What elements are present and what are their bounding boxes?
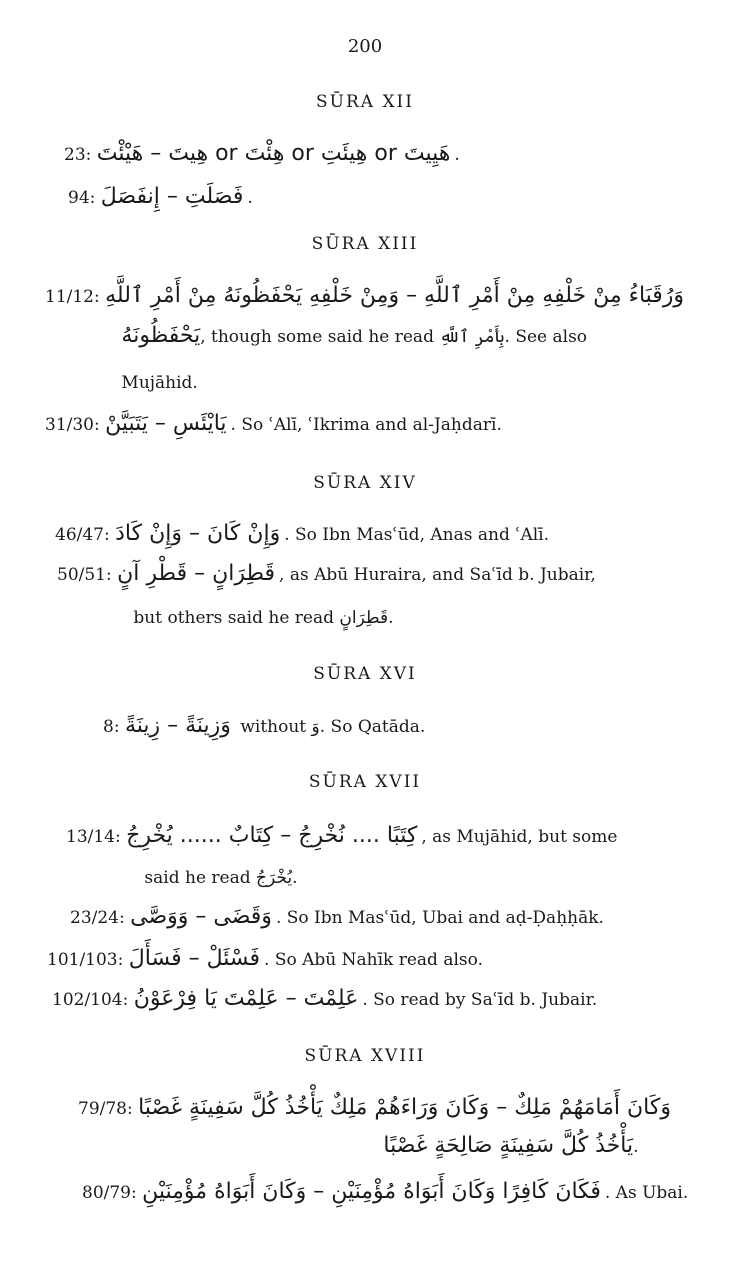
reading-line xyxy=(82,1178,688,1207)
verse-ref: 8: xyxy=(103,717,120,737)
sura-heading: SŪRA XVIII xyxy=(304,1046,426,1066)
note-text: without وَ. So Qatāda. xyxy=(234,717,426,737)
sura-heading: SŪRA XII xyxy=(316,92,414,112)
reading-line xyxy=(128,603,394,632)
reading-line xyxy=(57,560,596,589)
arabic-text: وَزِينَةً – زِينَةً xyxy=(124,713,231,738)
reading-line xyxy=(378,1132,639,1161)
arabic-text: يَايْئَسِ – يَتَبَيَّنْ xyxy=(105,411,227,436)
verse-ref: 101/103: xyxy=(47,950,124,970)
verse-ref: 23: xyxy=(64,145,92,165)
verse-ref: 31/30: xyxy=(45,415,100,435)
note-text: . xyxy=(247,188,253,208)
reading-line xyxy=(45,282,688,311)
note-text: . So Abū Nahīk read also. xyxy=(264,950,483,970)
verse-ref: 102/104: xyxy=(52,990,129,1010)
verse-ref: 11/12: xyxy=(45,287,100,307)
note-text: , though some said he read بِأَمْرِ ٱللَّهِ. See also xyxy=(200,327,588,347)
arabic-text: وَقَضَى – وَوَصَّى xyxy=(130,904,272,929)
sura-heading: SŪRA XIV xyxy=(313,473,417,493)
arabic-text: وَرُقَبَاءُ مِنْ خَلْفِهِ مِنْ أَمْرِ ٱللَّهِ – وَمِنْ خَلْفِهِ يَحْفَظُونَهُ مِنْ أَمْرِ ٱللَّهِ xyxy=(105,283,685,308)
reading-line xyxy=(68,183,253,212)
arabic-text: قَطِرَانٍ – قَطْرِ آنٍ xyxy=(117,561,276,586)
verse-ref: 94: xyxy=(68,188,96,208)
reading-line xyxy=(116,368,198,397)
note-text: . xyxy=(454,145,460,165)
verse-ref: 79/78: xyxy=(78,1099,133,1119)
note-text: . So read by Saʿīd b. Jubair. xyxy=(362,990,598,1010)
reading-line xyxy=(70,903,604,932)
reading-line xyxy=(45,410,502,439)
page-number: 200 xyxy=(347,36,383,57)
note-text: . xyxy=(633,1137,639,1157)
verse-ref: 46/47: xyxy=(55,525,110,545)
verse-ref: 13/14: xyxy=(66,827,121,847)
reading-line xyxy=(139,863,297,892)
reading-line xyxy=(78,1094,675,1123)
arabic-text: يَأْخُذُ كُلَّ سَفِينَةٍ صَالِحَةٍ غَصْبًا xyxy=(383,1133,634,1158)
arabic-text: وَإِنْ كَانَ – وَإِنْ كَادَ xyxy=(115,521,281,546)
note-text: but others said he read قَطِرَانٍ. xyxy=(133,608,394,628)
arabic-text: يَحْفَظُونَهُ xyxy=(121,323,201,348)
sura-heading: SŪRA XIII xyxy=(311,234,419,254)
note-text: , as Mujāhid, but some xyxy=(421,827,618,847)
reading-line xyxy=(116,322,587,351)
sura-heading: SŪRA XVI xyxy=(313,664,417,684)
sura-heading: SŪRA XVII xyxy=(308,772,422,792)
verse-ref: 50/51: xyxy=(57,565,112,585)
verse-ref: 80/79: xyxy=(82,1183,137,1203)
note-text: said he read يُخْرَجُ. xyxy=(144,868,298,888)
note-text: . So Ibn Masʿūd, Anas and ʿAlī. xyxy=(284,525,550,545)
arabic-text: وَكَانَ أَمَامَهُمْ مَلِكٌ – وَكَانَ وَرَاءَهُمْ مَلِكٌ يَأْخُذُ كُلَّ سَفِينَةٍ غَصْبًا xyxy=(138,1095,671,1120)
reading-line xyxy=(64,140,460,169)
reading-line xyxy=(52,985,597,1014)
reading-line xyxy=(66,822,617,851)
reading-line xyxy=(55,520,549,549)
reading-line xyxy=(103,712,425,741)
arabic-text: فَكَانَ كَافِرًا وَكَانَ أَبَوَاهُ مُؤْمِنَيْنِ – وَكَانَ أَبَوَاهُ مُؤْمِنَيْنِ xyxy=(142,1179,601,1204)
note-text: . So ʿAlī, ʿIkrima and al-Jaḥdarī. xyxy=(230,415,502,435)
reading-line xyxy=(47,945,483,974)
arabic-text: هِيتَ – هَيْئْتَ or هِئْتَ or هِيئَتِ or هَيِيتَ xyxy=(96,141,451,166)
arabic-text: فَسْئَلْ – فَسَأَلَ xyxy=(128,946,261,971)
note-text: , as Abū Huraira, and Saʿīd b. Jubair, xyxy=(279,565,596,585)
note-text: . As Ubai. xyxy=(604,1183,689,1203)
verse-ref: 23/24: xyxy=(70,908,125,928)
note-text: . So Ibn Masʿūd, Ubai and aḍ-Ḍaḥḥāk. xyxy=(275,908,604,928)
arabic-text: عَلِمْتَ – عَلِمْتَ يَا فِرْعَوْنُ xyxy=(133,986,359,1011)
arabic-text: فَصَلَتِ – إِنفَصَلَ xyxy=(100,184,244,209)
note-text: Mujāhid. xyxy=(121,373,198,393)
arabic-text: كِتَبًا .... نُخْرِجُ – كِتَابٌ ...... يُخْرِجُ xyxy=(126,823,418,848)
